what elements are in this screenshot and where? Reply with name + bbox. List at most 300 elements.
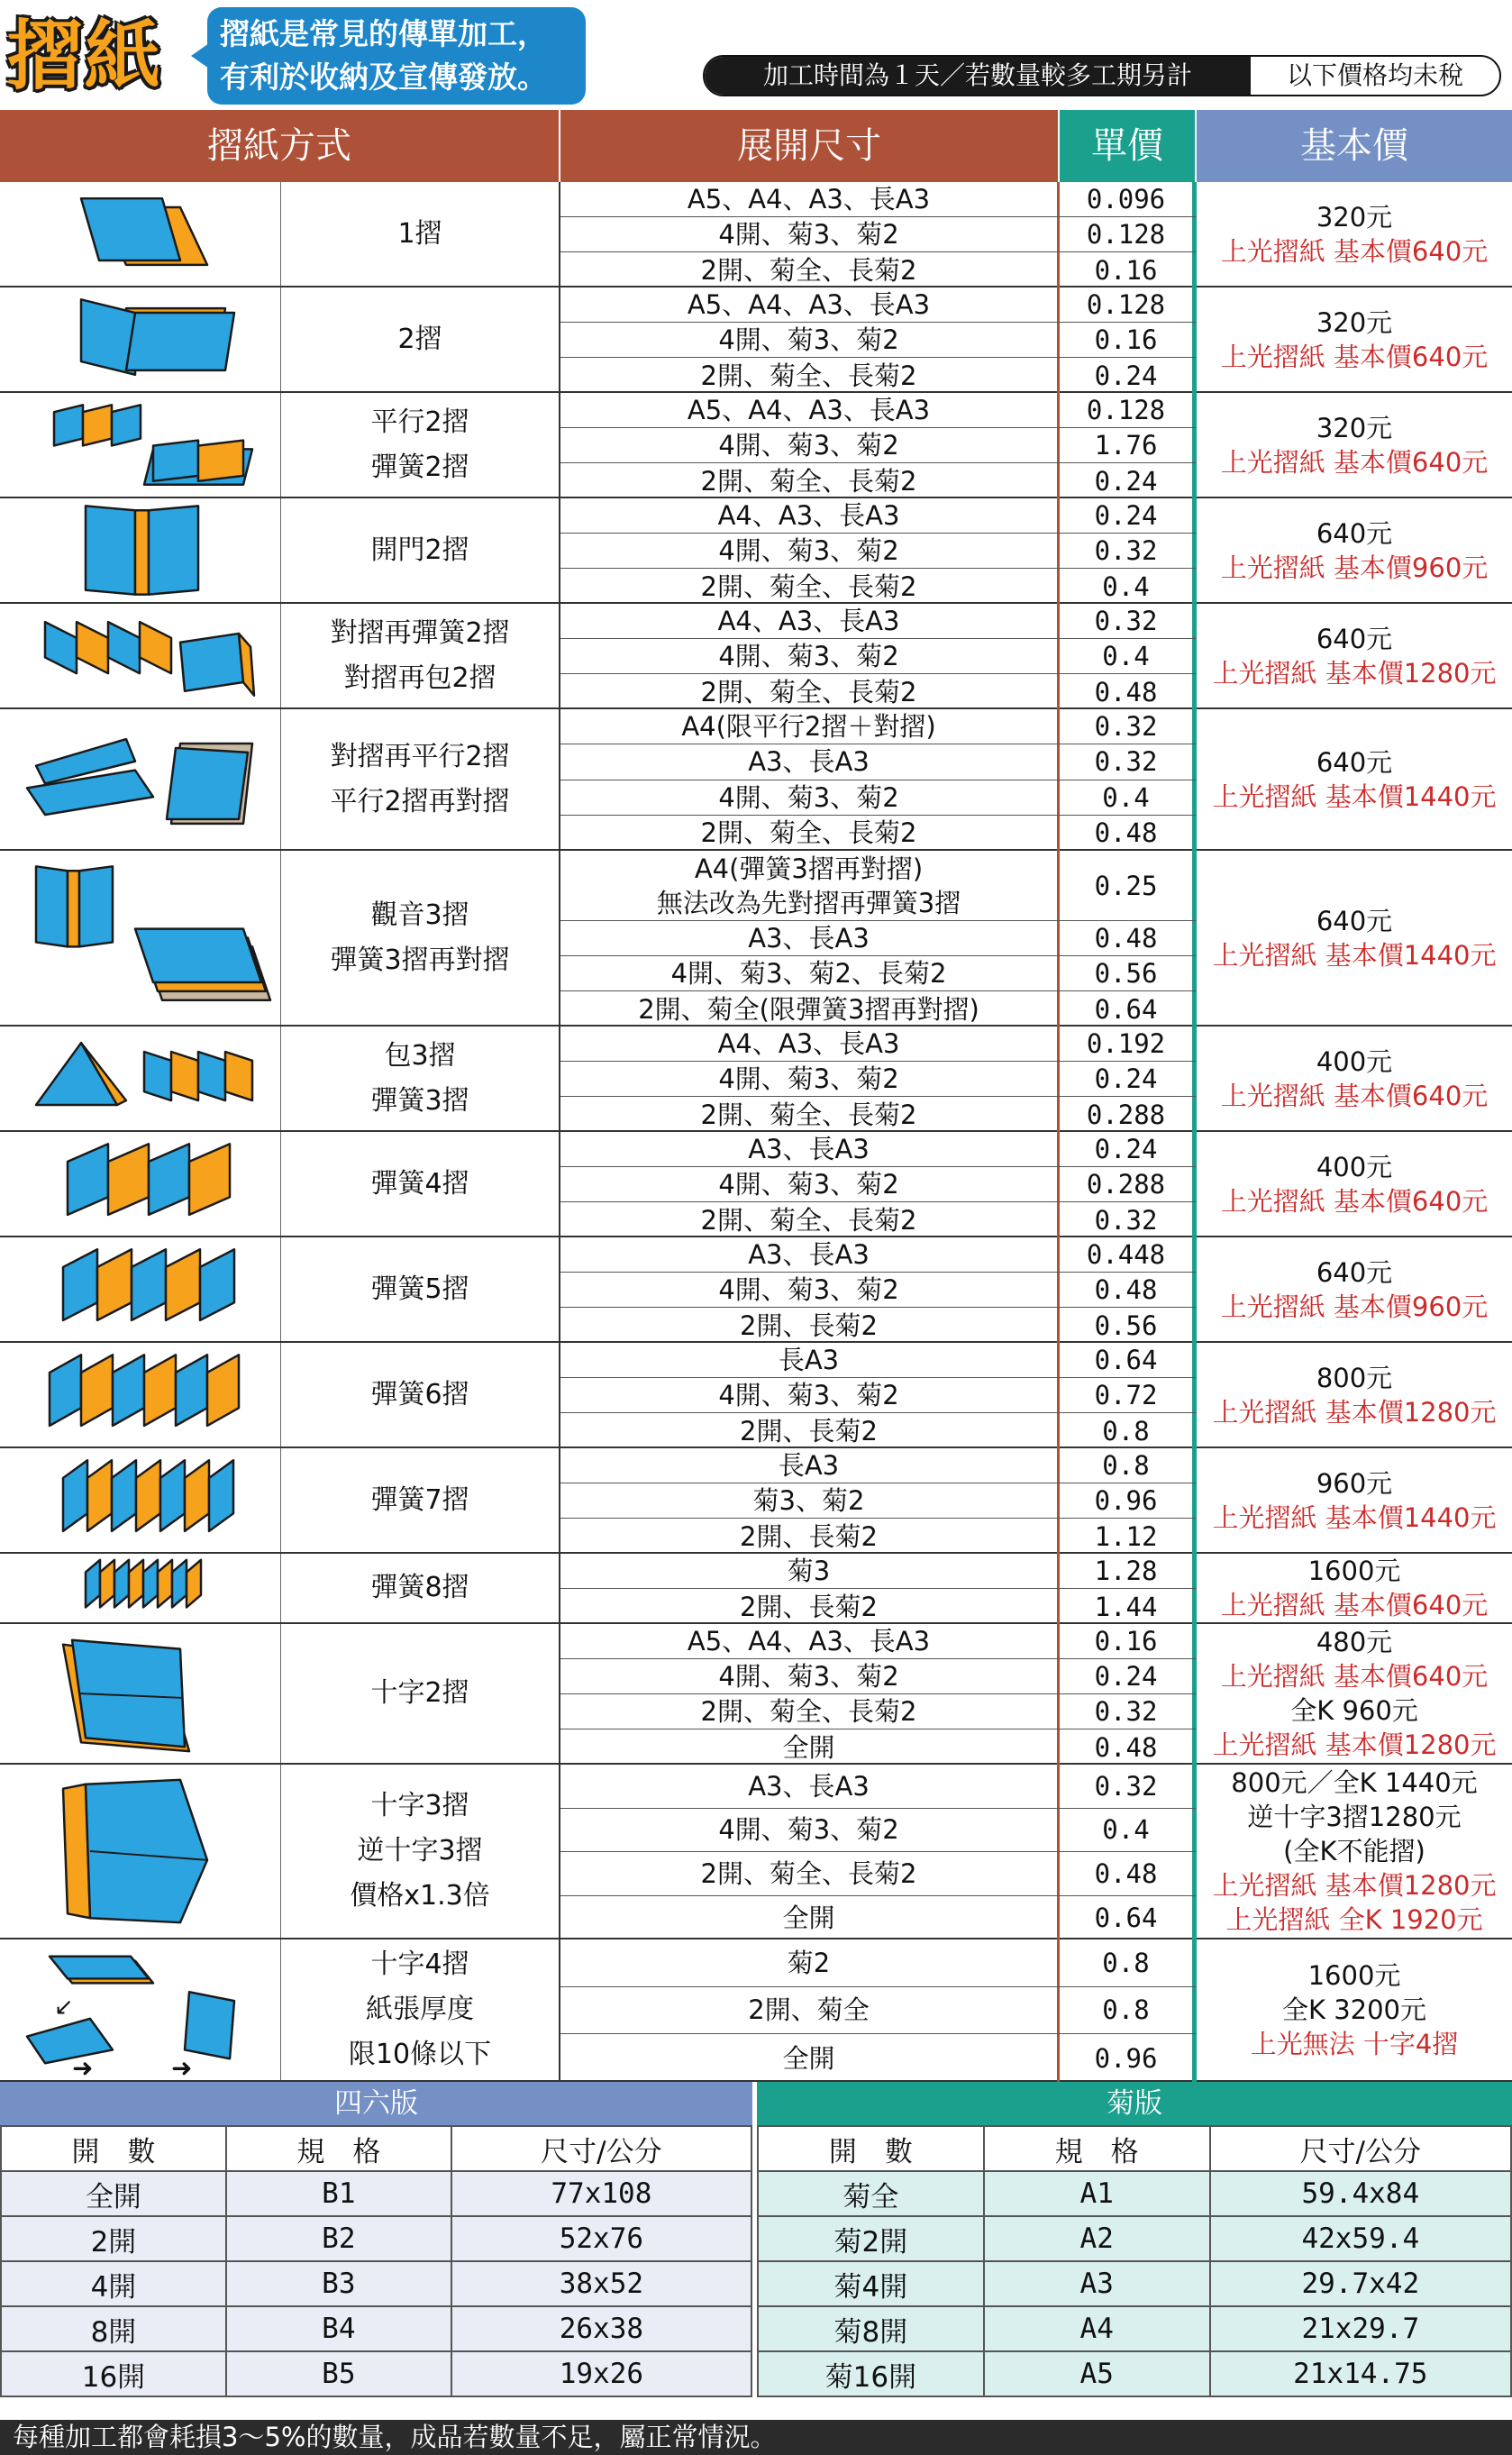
fold-method-name (281, 1132, 560, 1236)
fold-method-line: 十字4摺 (370, 1948, 469, 1980)
unfolded-size-line: 2開、長菊2 (740, 1310, 878, 1341)
unfolded-size (560, 1765, 1060, 1808)
base-price-line: 960元 (1316, 1467, 1393, 1499)
size-price-rows (560, 1027, 1197, 1130)
fold-group (0, 1343, 1512, 1448)
fold-method-line: 限10條以下 (348, 2039, 492, 2070)
paper-dimensions: 38x52 (451, 2261, 751, 2306)
unit-price: 0.4 (1060, 1809, 1197, 1852)
unfolded-size (560, 1448, 1060, 1483)
paper-dimensions: 29.7x42 (1210, 2261, 1511, 2306)
unfolded-size-line: 2開、菊全、長菊2 (700, 570, 917, 602)
fold-method-line: 彈簧8摺 (370, 1572, 469, 1603)
coated-base-price: 上光無法 十字4摺 (1250, 2029, 1459, 2059)
fold-group (0, 1132, 1512, 1237)
size-price-rows (560, 1132, 1197, 1236)
coated-base-price: 上光摺紙 基本價960元 (1220, 1291, 1489, 1322)
base-price-line: 640元 (1316, 1256, 1393, 1288)
unfolded-size-line: 全開 (782, 2042, 835, 2074)
fold-method-name (281, 1237, 560, 1341)
base-price-line: 400元 (1316, 1045, 1393, 1077)
unfolded-size-line: 2開、長菊2 (740, 1591, 878, 1622)
sheet-count: 全開 (1, 2171, 226, 2216)
unfolded-size (560, 1378, 1060, 1412)
unfolded-size-line: 4開、菊3、菊2 (718, 781, 899, 813)
unit-price: 0.64 (1060, 1896, 1197, 1940)
unfolded-size-line: A4、A3、長A3 (717, 1028, 900, 1059)
fold-method-line: 十字3摺 (370, 1790, 469, 1821)
sheet-count: 菊8開 (758, 2306, 984, 2351)
unfolded-size-line: A4、A3、長A3 (717, 500, 900, 531)
fold-method-line: 對摺再包2摺 (343, 662, 496, 694)
folded-paper-icon (0, 1765, 281, 1938)
base-price (1197, 1765, 1512, 1938)
base-price-line: 1600元 (1307, 1556, 1401, 1586)
fold-method-name (281, 498, 560, 602)
base-price-line: 320元 (1316, 412, 1393, 443)
fold-method-line: 2摺 (397, 323, 442, 355)
folded-paper-icon (0, 604, 281, 707)
fold-method-line: 對摺再彈簧2摺 (330, 616, 510, 649)
unfolded-size (560, 1852, 1060, 1895)
fold-method-line: 彈簧7摺 (370, 1483, 469, 1516)
svg-text:➜: ➜ (72, 2053, 94, 2080)
size-price-row (560, 428, 1197, 463)
svg-text:➜: ➜ (171, 2053, 193, 2080)
unfolded-size-line: 4開、菊3、菊2 (718, 1380, 899, 1410)
size-price-rows (560, 182, 1197, 286)
folded-paper-icon (0, 1343, 281, 1447)
column-header-method: 摺紙方式 (0, 110, 559, 182)
sheet-count: 16開 (1, 2351, 226, 2396)
folded-paper-icon (0, 182, 281, 286)
unit-price: 0.448 (1060, 1237, 1197, 1272)
unfolded-size (560, 604, 1060, 638)
size-price-row (560, 1027, 1197, 1062)
intro-line: 有利於收納及宣傳發放。 (220, 59, 547, 95)
base-price (1197, 604, 1512, 707)
unfolded-size (560, 1097, 1060, 1132)
unit-price: 0.48 (1060, 816, 1197, 851)
unfolded-size (560, 674, 1060, 709)
fold-method-line: 彈簧3摺再對摺 (330, 944, 510, 976)
fold-group (0, 709, 1512, 851)
unit-price: 0.128 (1060, 393, 1197, 427)
coated-base-price: 上光摺紙 基本價1440元 (1212, 1501, 1497, 1533)
fold-group (0, 393, 1512, 498)
size-price-row (560, 1413, 1197, 1448)
unfolded-size (560, 816, 1060, 851)
unfolded-size-line: 2開、長菊2 (740, 1415, 878, 1447)
fold-illustration (0, 1132, 281, 1236)
unfolded-size (560, 1939, 1060, 1986)
unit-price: 0.32 (1060, 1694, 1197, 1729)
column-header-base-price: 基本價 (1197, 110, 1512, 182)
unfolded-size (560, 709, 1060, 744)
unit-price: 0.32 (1060, 1765, 1197, 1808)
unfolded-size (560, 252, 1060, 287)
fold-method-line: 彈簧3摺 (370, 1084, 469, 1117)
fold-group (0, 851, 1512, 1027)
sheet-count: 2開 (1, 2216, 226, 2261)
fold-method-name (281, 182, 560, 286)
size-price-row (560, 1097, 1197, 1132)
coated-base-price: 上光摺紙 基本價1280元 (1212, 1870, 1497, 1901)
size-price-row (560, 1589, 1197, 1624)
intro-line: 摺紙是常見的傳單加工， (220, 16, 547, 51)
paper-spec: B1 (226, 2171, 451, 2216)
base-price-line: 640元 (1316, 517, 1393, 549)
paper-size-column-header: 規 格 (226, 2126, 451, 2171)
unfolded-size-line: 菊2 (787, 1947, 831, 1978)
paper-spec: B3 (226, 2261, 451, 2306)
unit-price: 0.16 (1060, 1624, 1197, 1658)
unfolded-size (560, 780, 1060, 815)
unfolded-size (560, 1273, 1060, 1307)
unfolded-size-line: 4開、菊3、菊2 (718, 1661, 899, 1692)
unit-price: 0.32 (1060, 1202, 1197, 1237)
unfolded-size-line: A3、長A3 (748, 923, 870, 954)
base-price-line: 640元 (1316, 623, 1393, 654)
unit-price: 1.76 (1060, 428, 1197, 462)
fold-illustration (0, 604, 281, 707)
sixty-four-format-title: 四六版 (0, 2082, 752, 2125)
unfolded-size (560, 1987, 1060, 2034)
size-price-rows (560, 1343, 1197, 1447)
sheet-count: 4開 (1, 2261, 226, 2306)
folded-paper-icon (0, 1027, 281, 1130)
folded-paper-icon (0, 1237, 281, 1341)
base-price-line: 400元 (1316, 1151, 1393, 1182)
unfolded-size (560, 1483, 1060, 1518)
unfolded-size-line: 4開、菊3、菊2 (718, 1274, 899, 1305)
unfolded-size-line: 2開、菊全、長菊2 (700, 360, 917, 391)
coated-base-price: 上光摺紙 基本價1440元 (1212, 939, 1497, 971)
unfolded-size (560, 358, 1060, 393)
fold-group (0, 498, 1512, 604)
size-price-rows (560, 1554, 1197, 1622)
paper-dimensions: 42x59.4 (1210, 2216, 1511, 2261)
unfolded-size-line: A4、A3、長A3 (717, 606, 900, 636)
base-price-line: 全K 960元 (1290, 1695, 1418, 1726)
folded-paper-icon (0, 851, 281, 1025)
unit-price: 0.128 (1060, 287, 1197, 322)
unfolded-size (560, 1343, 1060, 1377)
base-price-line: 320元 (1316, 201, 1393, 233)
unfolded-size (560, 991, 1060, 1027)
unfolded-size (560, 1809, 1060, 1852)
unfolded-size (560, 1202, 1060, 1237)
size-price-row (560, 1554, 1197, 1589)
unfolded-size-line: 長A3 (778, 1345, 840, 1375)
unfolded-size (560, 1237, 1060, 1272)
unit-price: 0.096 (1060, 182, 1197, 216)
unfolded-size (560, 463, 1060, 498)
unfolded-size-line: 4開、菊3、菊2 (718, 535, 899, 566)
paper-spec: A4 (984, 2306, 1210, 2351)
fold-method-name (281, 851, 560, 1025)
size-price-row (560, 2034, 1197, 2082)
fold-illustration (0, 709, 281, 849)
unfolded-size-line: 全開 (782, 1902, 835, 1933)
unfolded-size-line: 2開、菊全、長菊2 (700, 1204, 917, 1236)
fold-illustration (0, 287, 281, 391)
coated-base-price: 上光摺紙 基本價1280元 (1212, 657, 1497, 689)
folded-paper-icon (0, 498, 281, 602)
unfolded-size-line: A3、長A3 (748, 746, 870, 778)
unfolded-size (560, 1624, 1060, 1658)
folded-paper-icon (0, 1554, 281, 1622)
folded-paper-icon (0, 287, 281, 391)
paper-spec: A5 (984, 2351, 1210, 2396)
unit-price: 0.8 (1060, 1939, 1197, 1986)
base-price-line: 逆十字3摺1280元 (1247, 1802, 1462, 1832)
unfolded-size-line: 2開、菊全、長菊2 (700, 1099, 917, 1130)
unfolded-size (560, 1027, 1060, 1061)
size-price-row (560, 1896, 1197, 1940)
base-price (1197, 1237, 1512, 1341)
base-price-line: 640元 (1316, 905, 1393, 936)
unfolded-size-line: 2開、菊全、長菊2 (700, 465, 917, 497)
intro-bubble (207, 7, 586, 105)
size-price-row (560, 780, 1197, 816)
unfolded-size-line: 4開、菊3、菊2 (718, 324, 899, 355)
unfolded-size (560, 534, 1060, 568)
size-price-row (560, 1694, 1197, 1729)
unfolded-size-line: 2開、菊全 (748, 1994, 870, 2026)
paper-size-column-header: 開 數 (758, 2126, 984, 2171)
page-title: 摺紙 (7, 12, 163, 100)
size-price-row (560, 639, 1197, 674)
unfolded-size-line: 2開、菊全、長菊2 (700, 1857, 917, 1889)
unit-price: 0.32 (1060, 744, 1197, 779)
size-price-rows (560, 287, 1197, 391)
size-price-row (560, 1448, 1197, 1483)
unfolded-size (560, 1589, 1060, 1624)
fold-method-line: 彈簧4摺 (370, 1167, 469, 1200)
unfolded-size-line: A4(彈簧3摺再對摺) (694, 853, 924, 884)
fold-method-name (281, 287, 560, 391)
paper-dimensions: 21x14.75 (1210, 2351, 1511, 2396)
unit-price: 0.8 (1060, 1987, 1197, 2034)
size-price-row (560, 182, 1197, 217)
unfolded-size (560, 428, 1060, 462)
size-price-rows (560, 1765, 1197, 1938)
unit-price: 1.28 (1060, 1554, 1197, 1588)
fold-illustration (0, 182, 281, 286)
sheet-count: 8開 (1, 2306, 226, 2351)
size-price-row (560, 744, 1197, 780)
paper-size-row (1, 2261, 751, 2306)
fold-method-line: 彈簧6摺 (370, 1378, 469, 1410)
unit-price: 0.48 (1060, 1852, 1197, 1895)
unfolded-size-line: 4開、菊3、菊2 (718, 430, 899, 461)
paper-size-row (1, 2216, 751, 2261)
unfolded-size (560, 956, 1060, 990)
paper-spec: A3 (984, 2261, 1210, 2306)
unit-price: 0.192 (1060, 1027, 1197, 1061)
unfolded-size-line: A5、A4、A3、長A3 (687, 289, 931, 320)
size-price-rows (560, 393, 1197, 497)
sheet-count: 菊4開 (758, 2261, 984, 2306)
unit-price: 0.4 (1060, 639, 1197, 673)
unfolded-size (560, 569, 1060, 604)
fold-method-line: 彈簧5摺 (370, 1273, 469, 1305)
fold-group (0, 1027, 1512, 1132)
fold-method-name (281, 1343, 560, 1447)
unfolded-size-line: A5、A4、A3、長A3 (687, 395, 931, 425)
unit-price: 0.72 (1060, 1378, 1197, 1412)
base-price (1197, 709, 1512, 849)
size-price-row (560, 1062, 1197, 1097)
base-price (1197, 851, 1512, 1025)
unit-price: 0.24 (1060, 463, 1197, 498)
unfolded-size (560, 498, 1060, 533)
paper-dimensions: 19x26 (451, 2351, 751, 2396)
base-price (1197, 182, 1512, 286)
unfolded-size (560, 287, 1060, 322)
unfolded-size (560, 921, 1060, 955)
size-price-row (560, 674, 1197, 709)
fold-method-line: 平行2摺 (370, 406, 469, 438)
size-price-row (560, 498, 1197, 534)
size-price-row (560, 956, 1197, 991)
paper-size-column-header: 尺寸/公分 (1210, 2126, 1511, 2171)
unfolded-size-line: 全開 (782, 1731, 835, 1763)
size-price-rows (560, 1624, 1197, 1763)
unit-price: 0.56 (1060, 956, 1197, 990)
base-price (1197, 1624, 1512, 1763)
fold-method-name (281, 1554, 560, 1622)
footer-note: 每種加工都會耗損3～5%的數量，成品若數量不足，屬正常情況。 (0, 2420, 1512, 2455)
unfolded-size-line: 4開、菊3、菊2 (718, 641, 899, 671)
sheet-count: 菊2開 (758, 2216, 984, 2261)
fold-illustration (0, 393, 281, 497)
size-price-row (560, 1987, 1197, 2035)
paper-spec: A2 (984, 2216, 1210, 2261)
size-price-row (560, 991, 1197, 1027)
unfolded-size-line: A3、長A3 (748, 1770, 870, 1802)
unfolded-size-line: 菊3、菊2 (752, 1485, 865, 1516)
size-price-row (560, 569, 1197, 604)
paper-size-column-header: 規 格 (984, 2126, 1210, 2171)
unfolded-size (560, 182, 1060, 216)
folded-paper-icon (0, 1624, 281, 1763)
unfolded-size (560, 217, 1060, 251)
base-price (1197, 1448, 1512, 1552)
unit-price: 0.8 (1060, 1413, 1197, 1448)
size-price-row (560, 358, 1197, 393)
fold-method-name (281, 1448, 560, 1552)
unit-price: 0.288 (1060, 1167, 1197, 1201)
base-price (1197, 498, 1512, 602)
unfolded-size-line: 2開、長菊2 (740, 1520, 878, 1552)
size-price-row (560, 463, 1197, 498)
unfolded-size (560, 851, 1060, 920)
unfolded-size (560, 639, 1060, 673)
unfolded-size (560, 1308, 1060, 1343)
coated-base-price: 上光摺紙 基本價640元 (1220, 446, 1489, 478)
sheet-count: 菊全 (758, 2171, 984, 2216)
fold-method-line: 平行2摺再對摺 (330, 785, 510, 817)
size-price-rows (560, 709, 1197, 849)
paper-dimensions: 52x76 (451, 2216, 751, 2261)
base-price (1197, 393, 1512, 497)
base-price (1197, 1343, 1512, 1447)
unfolded-size-line: 2開、菊全、長菊2 (700, 1696, 917, 1727)
fold-method-name (281, 1765, 560, 1938)
fold-group (0, 1939, 1512, 2082)
fold-group (0, 182, 1512, 287)
column-header-size: 展開尺寸 (560, 110, 1058, 182)
size-price-row (560, 252, 1197, 287)
paper-spec: B2 (226, 2216, 451, 2261)
base-price-line: 1600元 (1307, 1960, 1401, 1991)
size-price-row (560, 1809, 1197, 1853)
unit-price: 0.4 (1060, 780, 1197, 815)
unfolded-size-line: A5、A4、A3、長A3 (687, 184, 931, 214)
unit-price: 0.8 (1060, 1448, 1197, 1483)
paper-size-row (758, 2351, 1511, 2396)
sixty-four-format-table (0, 2125, 752, 2397)
fold-group (0, 604, 1512, 709)
unfolded-size (560, 1896, 1060, 1940)
size-price-row (560, 323, 1197, 358)
coated-base-price: 上光摺紙 全K 1920元 (1225, 1904, 1483, 1935)
size-price-row (560, 1729, 1197, 1765)
base-price (1197, 287, 1512, 391)
size-price-row (560, 1624, 1197, 1659)
paper-size-header-row (1, 2126, 751, 2171)
size-price-rows (560, 1939, 1197, 2080)
fold-method-name (281, 604, 560, 707)
paper-dimensions: 59.4x84 (1210, 2171, 1511, 2216)
coated-base-price: 上光摺紙 基本價1440元 (1212, 780, 1497, 812)
fold-method-line: 價格x1.3倍 (350, 1880, 490, 1912)
unfolded-size-line: 菊3 (787, 1556, 831, 1586)
coated-base-price: 上光摺紙 基本價640元 (1220, 341, 1489, 372)
size-price-rows (560, 1237, 1197, 1341)
folded-paper-icon (0, 1132, 281, 1236)
size-price-row (560, 1343, 1197, 1378)
base-price-line: (全K不能摺) (1283, 1836, 1425, 1866)
unfolded-size (560, 1554, 1060, 1588)
unit-price: 0.48 (1060, 1273, 1197, 1307)
coated-base-price: 上光摺紙 基本價1280元 (1212, 1729, 1497, 1760)
unit-price: 0.64 (1060, 991, 1197, 1027)
fold-illustration (0, 851, 281, 1025)
notice-bar (703, 55, 1501, 96)
unit-price: 0.48 (1060, 674, 1197, 709)
fold-method-line: 十字2摺 (370, 1677, 469, 1709)
fold-method-name (281, 1027, 560, 1130)
fold-method-line: 1摺 (397, 217, 442, 250)
base-price-line: 480元 (1316, 1627, 1393, 1657)
base-price-line: 全K 3200元 (1281, 1994, 1427, 2025)
unfolded-size (560, 2034, 1060, 2082)
size-price-row (560, 217, 1197, 252)
size-price-row (560, 604, 1197, 639)
unit-price: 0.128 (1060, 217, 1197, 251)
folded-paper-icon (0, 709, 281, 849)
unfolded-size (560, 744, 1060, 779)
chrysanthemum-format-title: 菊版 (757, 2082, 1512, 2125)
paper-size-row (758, 2171, 1511, 2216)
unit-price: 0.4 (1060, 569, 1197, 604)
fold-group (0, 1624, 1512, 1765)
unfolded-size (560, 1062, 1060, 1096)
paper-size-header-row (758, 2126, 1511, 2171)
